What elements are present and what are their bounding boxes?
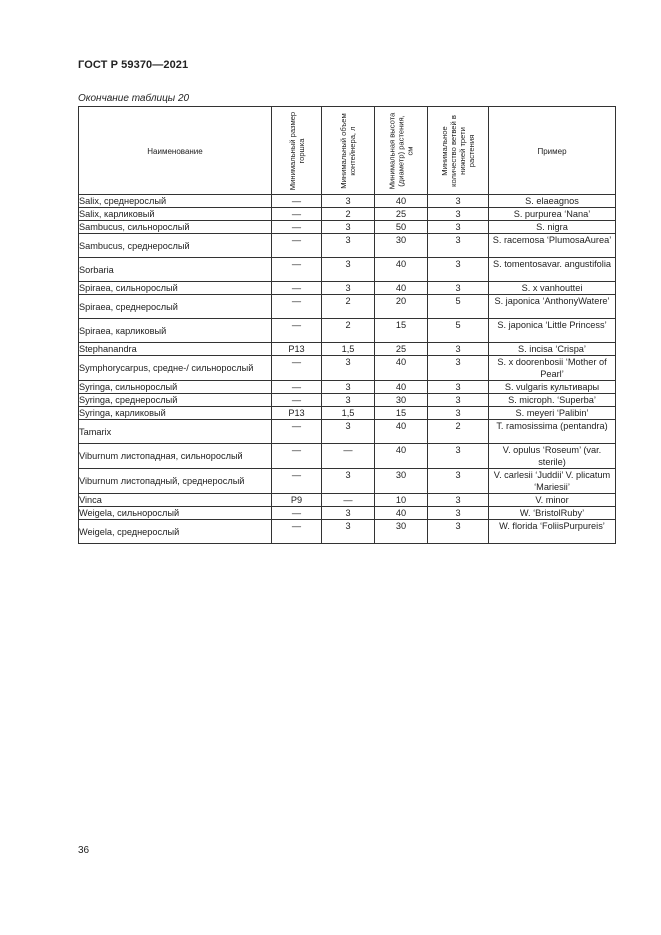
cell-name: Sorbaria xyxy=(79,258,272,282)
table-row xyxy=(79,444,616,469)
cell-example: S. nigra xyxy=(489,221,616,234)
cell-pot-size: P13 xyxy=(272,407,322,420)
table-header-row xyxy=(79,107,616,195)
cell-branches: 3 xyxy=(428,444,489,469)
cell-pot-size: — xyxy=(272,381,322,394)
column-header-pot xyxy=(272,107,322,195)
cell-pot-size: — xyxy=(272,282,322,295)
table-row xyxy=(79,420,616,444)
table-row xyxy=(79,407,616,420)
cell-example: W. ‘BristolRuby’ xyxy=(489,507,616,520)
cell-height: 15 xyxy=(375,319,428,343)
cell-volume: 3 xyxy=(322,520,375,544)
table-row xyxy=(79,282,616,295)
cell-volume: — xyxy=(322,494,375,507)
document-standard-title: ГОСТ Р 59370—2021 xyxy=(78,59,189,71)
column-header-name xyxy=(79,107,272,195)
cell-example: V. opulus ‘Roseum’ (var. sterile) xyxy=(489,444,616,469)
cell-branches: 5 xyxy=(428,319,489,343)
cell-name: Sambucus, сильнорослый xyxy=(79,221,272,234)
cell-height: 15 xyxy=(375,407,428,420)
cell-example: T. ramosissima (pentandra) xyxy=(489,420,616,444)
table-row xyxy=(79,381,616,394)
cell-volume: 3 xyxy=(322,356,375,381)
cell-height: 40 xyxy=(375,444,428,469)
cell-name: Viburnum листопадный, среднерослый xyxy=(79,469,272,494)
cell-branches: 5 xyxy=(428,295,489,319)
table-row xyxy=(79,343,616,356)
cell-pot-size: — xyxy=(272,221,322,234)
cell-name: Tamarix xyxy=(79,420,272,444)
column-header-volume-label: Минимальный объем контейнера, л xyxy=(339,112,357,189)
cell-example: S. vulgaris культивары xyxy=(489,381,616,394)
cell-example: V. minor xyxy=(489,494,616,507)
table-row xyxy=(79,507,616,520)
column-header-example xyxy=(489,107,616,195)
cell-example: S. microph. ‘Superba’ xyxy=(489,394,616,407)
table-row xyxy=(79,494,616,507)
cell-branches: 3 xyxy=(428,195,489,208)
cell-height: 40 xyxy=(375,381,428,394)
cell-height: 50 xyxy=(375,221,428,234)
column-header-height-label: Минимальная высота (диаметр) растения, см xyxy=(387,112,415,189)
cell-name: Salix, среднерослый xyxy=(79,195,272,208)
table-row xyxy=(79,221,616,234)
cell-height: 30 xyxy=(375,469,428,494)
cell-height: 40 xyxy=(375,507,428,520)
cell-branches: 3 xyxy=(428,234,489,258)
cell-pot-size: — xyxy=(272,507,322,520)
cell-example: S. meyeri ‘Palibin’ xyxy=(489,407,616,420)
table-row xyxy=(79,394,616,407)
cell-name: Weigela, среднерослый xyxy=(79,520,272,544)
cell-example: W. florida ‘FoliisPurpureis’ xyxy=(489,520,616,544)
cell-branches: 3 xyxy=(428,282,489,295)
cell-height: 25 xyxy=(375,208,428,221)
cell-height: 30 xyxy=(375,520,428,544)
cell-volume: 3 xyxy=(322,234,375,258)
cell-pot-size: — xyxy=(272,444,322,469)
table-row xyxy=(79,258,616,282)
cell-volume: 2 xyxy=(322,295,375,319)
cell-branches: 3 xyxy=(428,520,489,544)
column-header-example-label: Пример xyxy=(537,146,567,156)
cell-branches: 3 xyxy=(428,381,489,394)
cell-example: S. elaeagnos xyxy=(489,195,616,208)
cell-name: Spiraea, карликовый xyxy=(79,319,272,343)
cell-example: S. japonica ‘Little Princess’ xyxy=(489,319,616,343)
column-header-pot-label: Минимальный размер горшка xyxy=(287,111,306,190)
cell-example: S. purpurea ‘Nana’ xyxy=(489,208,616,221)
cell-branches: 3 xyxy=(428,343,489,356)
cell-example: S. incisa ‘Crispa’ xyxy=(489,343,616,356)
cell-volume: 3 xyxy=(322,394,375,407)
cell-volume: 3 xyxy=(322,282,375,295)
cell-name: Syringa, сильнорослый xyxy=(79,381,272,394)
cell-branches: 3 xyxy=(428,221,489,234)
cell-name: Spiraea, сильнорослый xyxy=(79,282,272,295)
cell-volume: — xyxy=(322,444,375,469)
table-row xyxy=(79,195,616,208)
cell-volume: 2 xyxy=(322,319,375,343)
cell-name: Viburnum листопадная, сильнорослый xyxy=(79,444,272,469)
cell-branches: 3 xyxy=(428,394,489,407)
cell-example: S. racemosa ‘PlumosaAurea’ xyxy=(489,234,616,258)
cell-volume: 3 xyxy=(322,469,375,494)
cell-pot-size: — xyxy=(272,195,322,208)
column-header-branches xyxy=(428,107,489,195)
column-header-name-label: Наименование xyxy=(147,146,203,156)
table-caption: Окончание таблицы 20 xyxy=(78,93,190,104)
table-row xyxy=(79,520,616,544)
table-row xyxy=(79,234,616,258)
cell-name: Spiraea, среднерослый xyxy=(79,295,272,319)
cell-pot-size: — xyxy=(272,520,322,544)
cell-pot-size: — xyxy=(272,234,322,258)
cell-pot-size: P13 xyxy=(272,343,322,356)
cell-branches: 3 xyxy=(428,258,489,282)
cell-pot-size: — xyxy=(272,356,322,381)
table-row xyxy=(79,295,616,319)
table-row xyxy=(79,469,616,494)
cell-volume: 2 xyxy=(322,208,375,221)
cell-branches: 3 xyxy=(428,494,489,507)
cell-pot-size: — xyxy=(272,319,322,343)
cell-pot-size: P9 xyxy=(272,494,322,507)
cell-pot-size: — xyxy=(272,394,322,407)
table-row xyxy=(79,319,616,343)
cell-pot-size: — xyxy=(272,295,322,319)
cell-branches: 3 xyxy=(428,356,489,381)
cell-volume: 3 xyxy=(322,195,375,208)
cell-volume: 3 xyxy=(322,221,375,234)
cell-example: S. tomentosavar. angustifolia xyxy=(489,258,616,282)
cell-branches: 3 xyxy=(428,507,489,520)
cell-branches: 3 xyxy=(428,208,489,221)
cell-volume: 3 xyxy=(322,258,375,282)
column-header-branches-label: Минимальное количество ветвей в нижней трети растения xyxy=(440,114,476,187)
cell-name: Vinca xyxy=(79,494,272,507)
cell-height: 20 xyxy=(375,295,428,319)
cell-name: Weigela, сильнорослый xyxy=(79,507,272,520)
cell-name: Symphorycarpus, средне-/ сильнорослый xyxy=(79,356,272,381)
cell-branches: 3 xyxy=(428,469,489,494)
cell-volume: 1,5 xyxy=(322,343,375,356)
cell-height: 30 xyxy=(375,234,428,258)
column-header-height xyxy=(375,107,428,195)
cell-pot-size: — xyxy=(272,208,322,221)
cell-height: 10 xyxy=(375,494,428,507)
page-number: 36 xyxy=(78,845,90,856)
cell-pot-size: — xyxy=(272,469,322,494)
table-row xyxy=(79,356,616,381)
cell-example: V. carlesii ‘Juddii’ V. plicatum ‘Mariesii’ xyxy=(489,469,616,494)
cell-pot-size: — xyxy=(272,420,322,444)
cell-name: Salix, карликовый xyxy=(79,208,272,221)
cell-volume: 3 xyxy=(322,507,375,520)
cell-volume: 3 xyxy=(322,420,375,444)
cell-height: 25 xyxy=(375,343,428,356)
cell-name: Syringa, среднерослый xyxy=(79,394,272,407)
cell-height: 40 xyxy=(375,282,428,295)
cell-example: S. japonica ‘AnthonyWatere’ xyxy=(489,295,616,319)
column-header-volume xyxy=(322,107,375,195)
cell-branches: 3 xyxy=(428,407,489,420)
cell-height: 30 xyxy=(375,394,428,407)
table-row xyxy=(79,208,616,221)
cell-height: 40 xyxy=(375,356,428,381)
cell-pot-size: — xyxy=(272,258,322,282)
cell-name: Stephanandra xyxy=(79,343,272,356)
cell-example: S. x vanhouttei xyxy=(489,282,616,295)
cell-volume: 3 xyxy=(322,381,375,394)
cell-height: 40 xyxy=(375,420,428,444)
cell-volume: 1,5 xyxy=(322,407,375,420)
cell-height: 40 xyxy=(375,195,428,208)
cell-branches: 2 xyxy=(428,420,489,444)
cell-name: Sambucus, среднерослый xyxy=(79,234,272,258)
cell-example: S. x doorenbosii ‘Mother of Pearl’ xyxy=(489,356,616,381)
plants-table xyxy=(78,106,616,544)
cell-height: 40 xyxy=(375,258,428,282)
cell-name: Syringa, карликовый xyxy=(79,407,272,420)
